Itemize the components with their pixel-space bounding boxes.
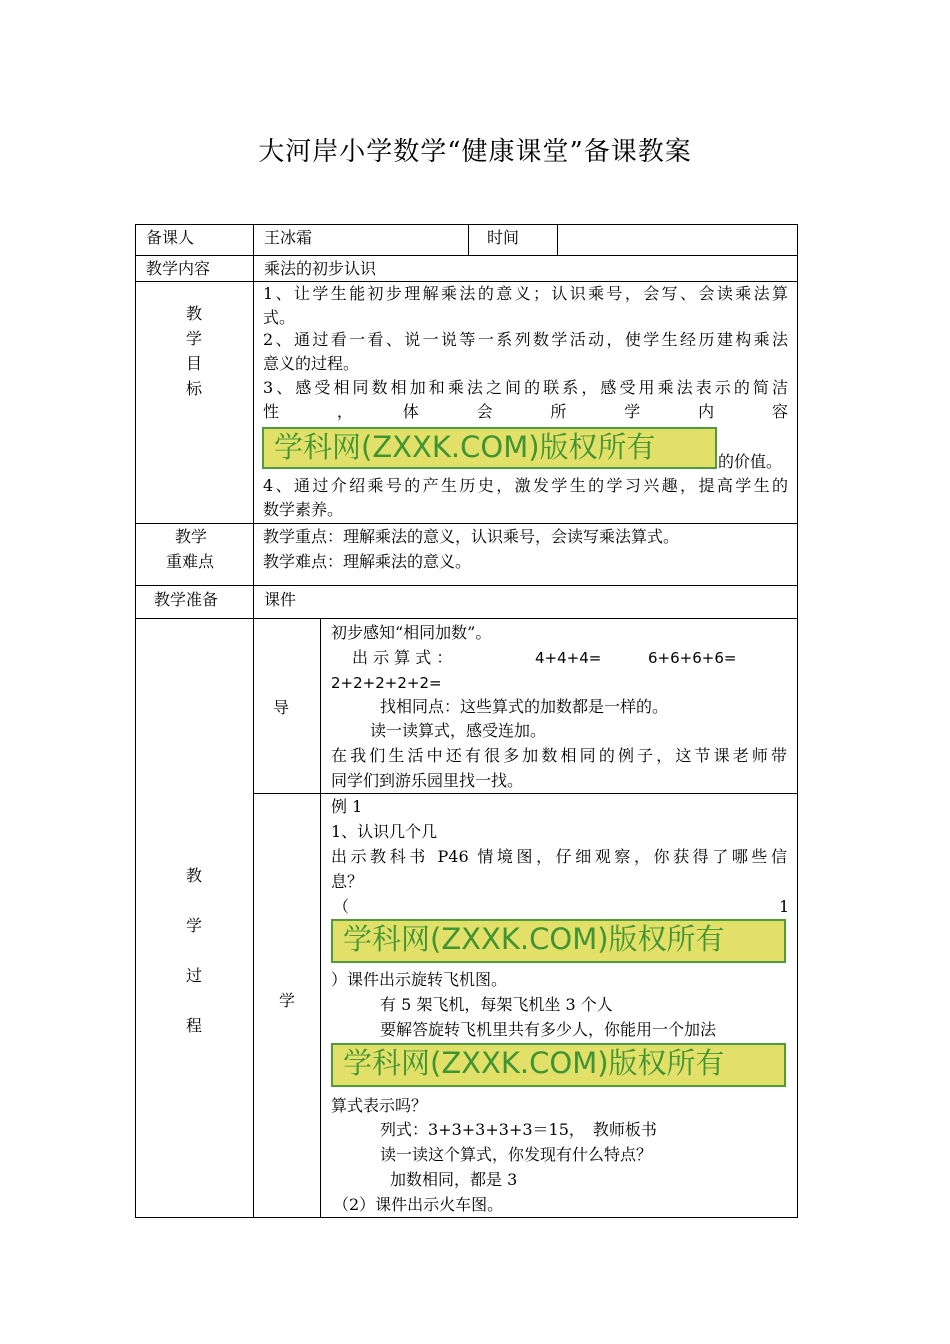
table-border-bottom: [135, 1217, 798, 1218]
guide-equation: 6+6+6+6=: [648, 649, 737, 667]
goal-line: 4、通过介绍乘号的产生历史，激发学生的学习兴趣，提高学生的: [263, 476, 788, 495]
column-divider: [320, 618, 321, 1218]
goals-label-char: 标: [186, 379, 203, 398]
guide-equation: 4+4+4=: [535, 649, 602, 667]
content-value: 乘法的初步认识: [264, 259, 377, 278]
goal-line: 性 ， 体 会 所 学 内 容: [263, 402, 788, 421]
prep-label: 教学准备: [154, 590, 219, 609]
goal-line: 的价值。: [718, 452, 783, 471]
preparer-label: 备课人: [146, 228, 195, 247]
page-title: 大河岸小学数学“健康课堂”备课教案: [258, 137, 692, 167]
column-divider: [557, 224, 558, 255]
watermark-banner: 学科网(ZXXK.COM)版权所有: [331, 1043, 786, 1087]
watermark-banner: 学科网(ZXXK.COM)版权所有: [331, 919, 786, 963]
row-divider: [135, 618, 798, 619]
learn-line: 列式：3+3+3+3+3＝15， 教师板书: [380, 1120, 657, 1139]
key-point-line: 教学重点：理解乘法的意义，认识乘号，会读写乘法算式。: [263, 527, 680, 546]
learn-line: ）课件出示旋转飞机图。: [331, 970, 508, 989]
guide-line: 同学们到游乐园里找一找。: [331, 771, 524, 790]
process-label-char: 过: [186, 966, 203, 985]
row-divider: [135, 585, 798, 586]
guide-line: 在我们生活中还有很多加数相同的例子，这节课老师带: [331, 746, 787, 765]
goal-line: 3、感受相同数相加和乘法之间的联系，感受用乘法表示的简洁: [263, 378, 788, 397]
learn-line: （: [333, 897, 350, 916]
goals-label-char: 教: [186, 304, 203, 323]
key-point-line: 教学难点：理解乘法的意义。: [263, 552, 472, 571]
key-points-label: 教学: [175, 527, 208, 546]
guide-line: 读一读算式，感受连加。: [370, 721, 547, 740]
key-points-label: 重难点: [166, 552, 215, 571]
learn-line: 息？: [331, 872, 364, 891]
goal-line: 2、通过看一看、说一说等一系列数学活动，使学生经历建构乘法: [263, 330, 788, 349]
learn-line: （2）课件出示火车图。: [333, 1195, 504, 1214]
guide-line: 出 示 算 式 ：: [352, 648, 453, 667]
process-label-char: 程: [186, 1016, 203, 1035]
row-divider: [135, 255, 798, 256]
learn-line: 1、认识几个几: [331, 822, 438, 841]
table-border-top: [135, 224, 798, 225]
prep-value: 课件: [264, 590, 297, 609]
table-border-left: [135, 224, 136, 1218]
row-divider: [135, 281, 798, 282]
guide-line: 找相同点：这些算式的加数都是一样的。: [380, 697, 669, 716]
learn-line: 例 1: [331, 797, 363, 816]
preparer-value: 王冰霜: [264, 228, 313, 247]
goal-line: 数学素养。: [263, 500, 344, 519]
goal-line: 1、让学生能初步理解乘法的意义；认识乘号，会写、会读乘法算: [263, 284, 788, 303]
learn-line: 加数相同，都是 3: [390, 1170, 518, 1189]
row-divider: [253, 793, 798, 794]
learn-line: 要解答旋转飞机里共有多少人，你能用一个加法: [380, 1020, 717, 1039]
row-divider: [135, 523, 798, 524]
learn-line: 有 5 架飞机，每架飞机坐 3 个人: [380, 995, 613, 1014]
learn-line: 算式表示吗？: [331, 1096, 428, 1115]
goal-line: 意义的过程。: [263, 354, 360, 373]
column-divider: [253, 224, 254, 1218]
table-border-right: [797, 224, 798, 1218]
goal-line: 式。: [263, 308, 296, 327]
guide-equation: 2+2+2+2+2=: [331, 674, 442, 692]
learn-label: 学: [279, 991, 296, 1010]
content-label: 教学内容: [146, 259, 211, 278]
process-label-char: 教: [186, 866, 203, 885]
process-label-char: 学: [186, 916, 203, 935]
learn-line: 出示教科书 P46 情境图，仔细观察，你获得了哪些信: [331, 847, 787, 866]
time-label: 时间: [487, 228, 520, 247]
goals-label-char: 学: [186, 329, 203, 348]
learn-line: 读一读这个算式，你发现有什么特点？: [380, 1145, 653, 1164]
learn-line: 1: [779, 897, 790, 916]
guide-label: 导: [273, 698, 290, 717]
guide-line: 初步感知“相同加数”。: [331, 623, 492, 642]
column-divider: [468, 224, 469, 255]
watermark-banner: 学科网(ZXXK.COM)版权所有: [262, 427, 717, 469]
goals-label-char: 目: [186, 354, 203, 373]
